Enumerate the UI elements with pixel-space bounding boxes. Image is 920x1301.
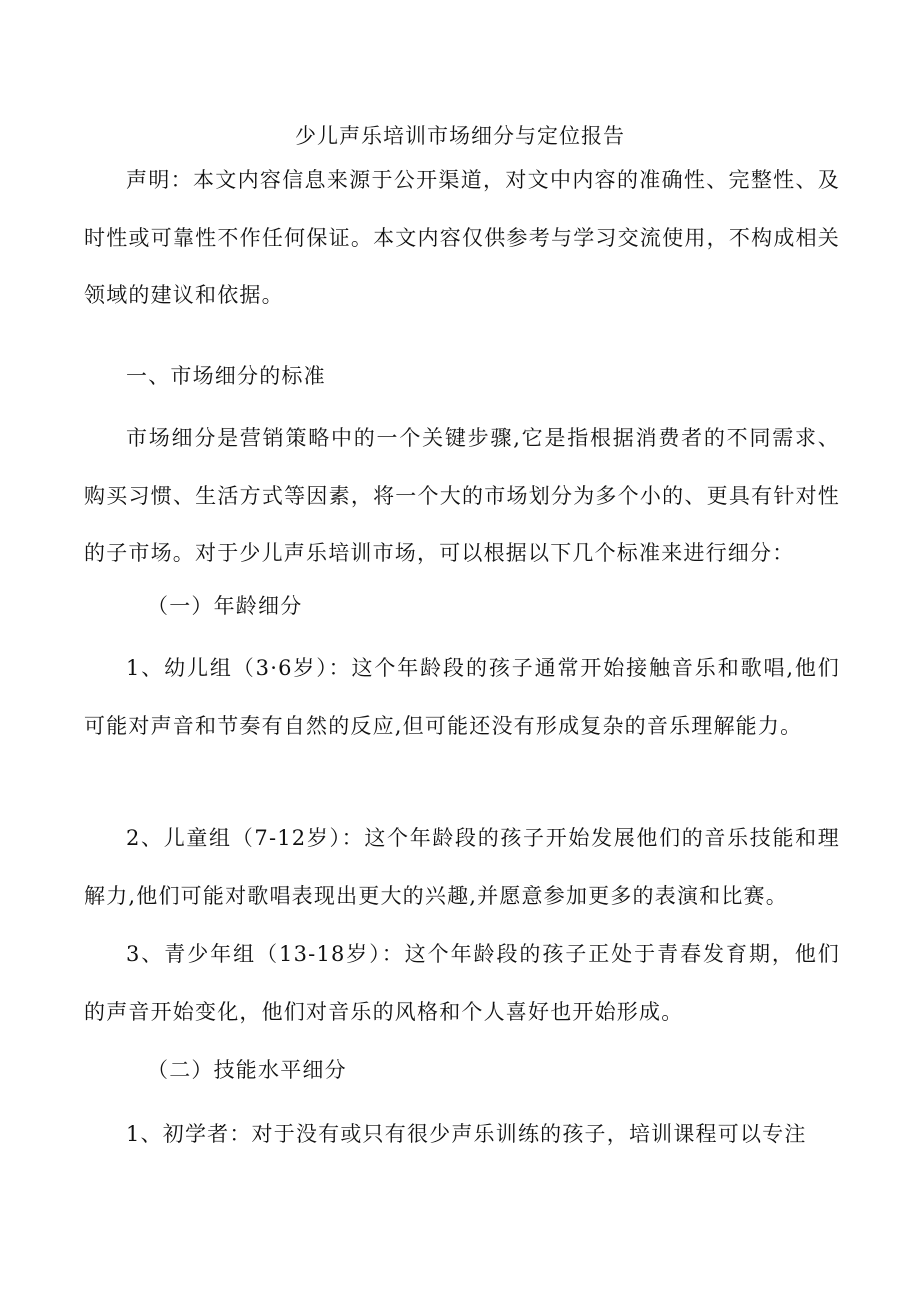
skill-item-beginner: 1、初学者：对于没有或只有很少声乐训练的孩子，培训课程可以专注 <box>126 1122 807 1146</box>
age-item-teen: 3、青少年组（13-18岁）：这个年龄段的孩子正处于青春发育期，他们的声音开始变化，他们对音乐的风格和个人喜好也开始形成。 <box>84 942 840 1024</box>
age-item-child: 2、儿童组（7-12岁）：这个年龄段的孩子开始发展他们的音乐技能和理解力,他们可能对歌唱表现出更大的兴趣,并愿意参加更多的表演和比赛。 <box>84 826 840 908</box>
subsection-heading-age: （一）年龄细分 <box>147 594 303 618</box>
age-item-toddler: 1、幼儿组（3·6岁）：这个年龄段的孩子通常开始接触音乐和歌唱,他们可能对声音和节奏有自然的反应,但可能还没有形成复杂的音乐理解能力。 <box>84 656 840 738</box>
subsection-heading-skill-level: （二）技能水平细分 <box>147 1058 347 1082</box>
section-heading-market-segmentation-standards: 一、市场细分的标准 <box>126 364 326 388</box>
document-title: 少儿声乐培训市场细分与定位报告 <box>295 124 625 148</box>
segmentation-intro-paragraph: 市场细分是营销策略中的一个关键步骤,它是指根据消费者的不同需求、购买习惯、生活方式等因素，将一个大的市场划分为多个小的、更具有针对性的子市场。对于少儿声乐培训市场，可以根据以下几个标准来进行细分： <box>84 426 840 565</box>
disclaimer-paragraph: 声明：本文内容信息来源于公开渠道，对文中内容的准确性、完整性、及时性或可靠性不作任何保证。本文内容仅供参考与学习交流使用，不构成相关领域的建议和依据。 <box>84 168 840 307</box>
